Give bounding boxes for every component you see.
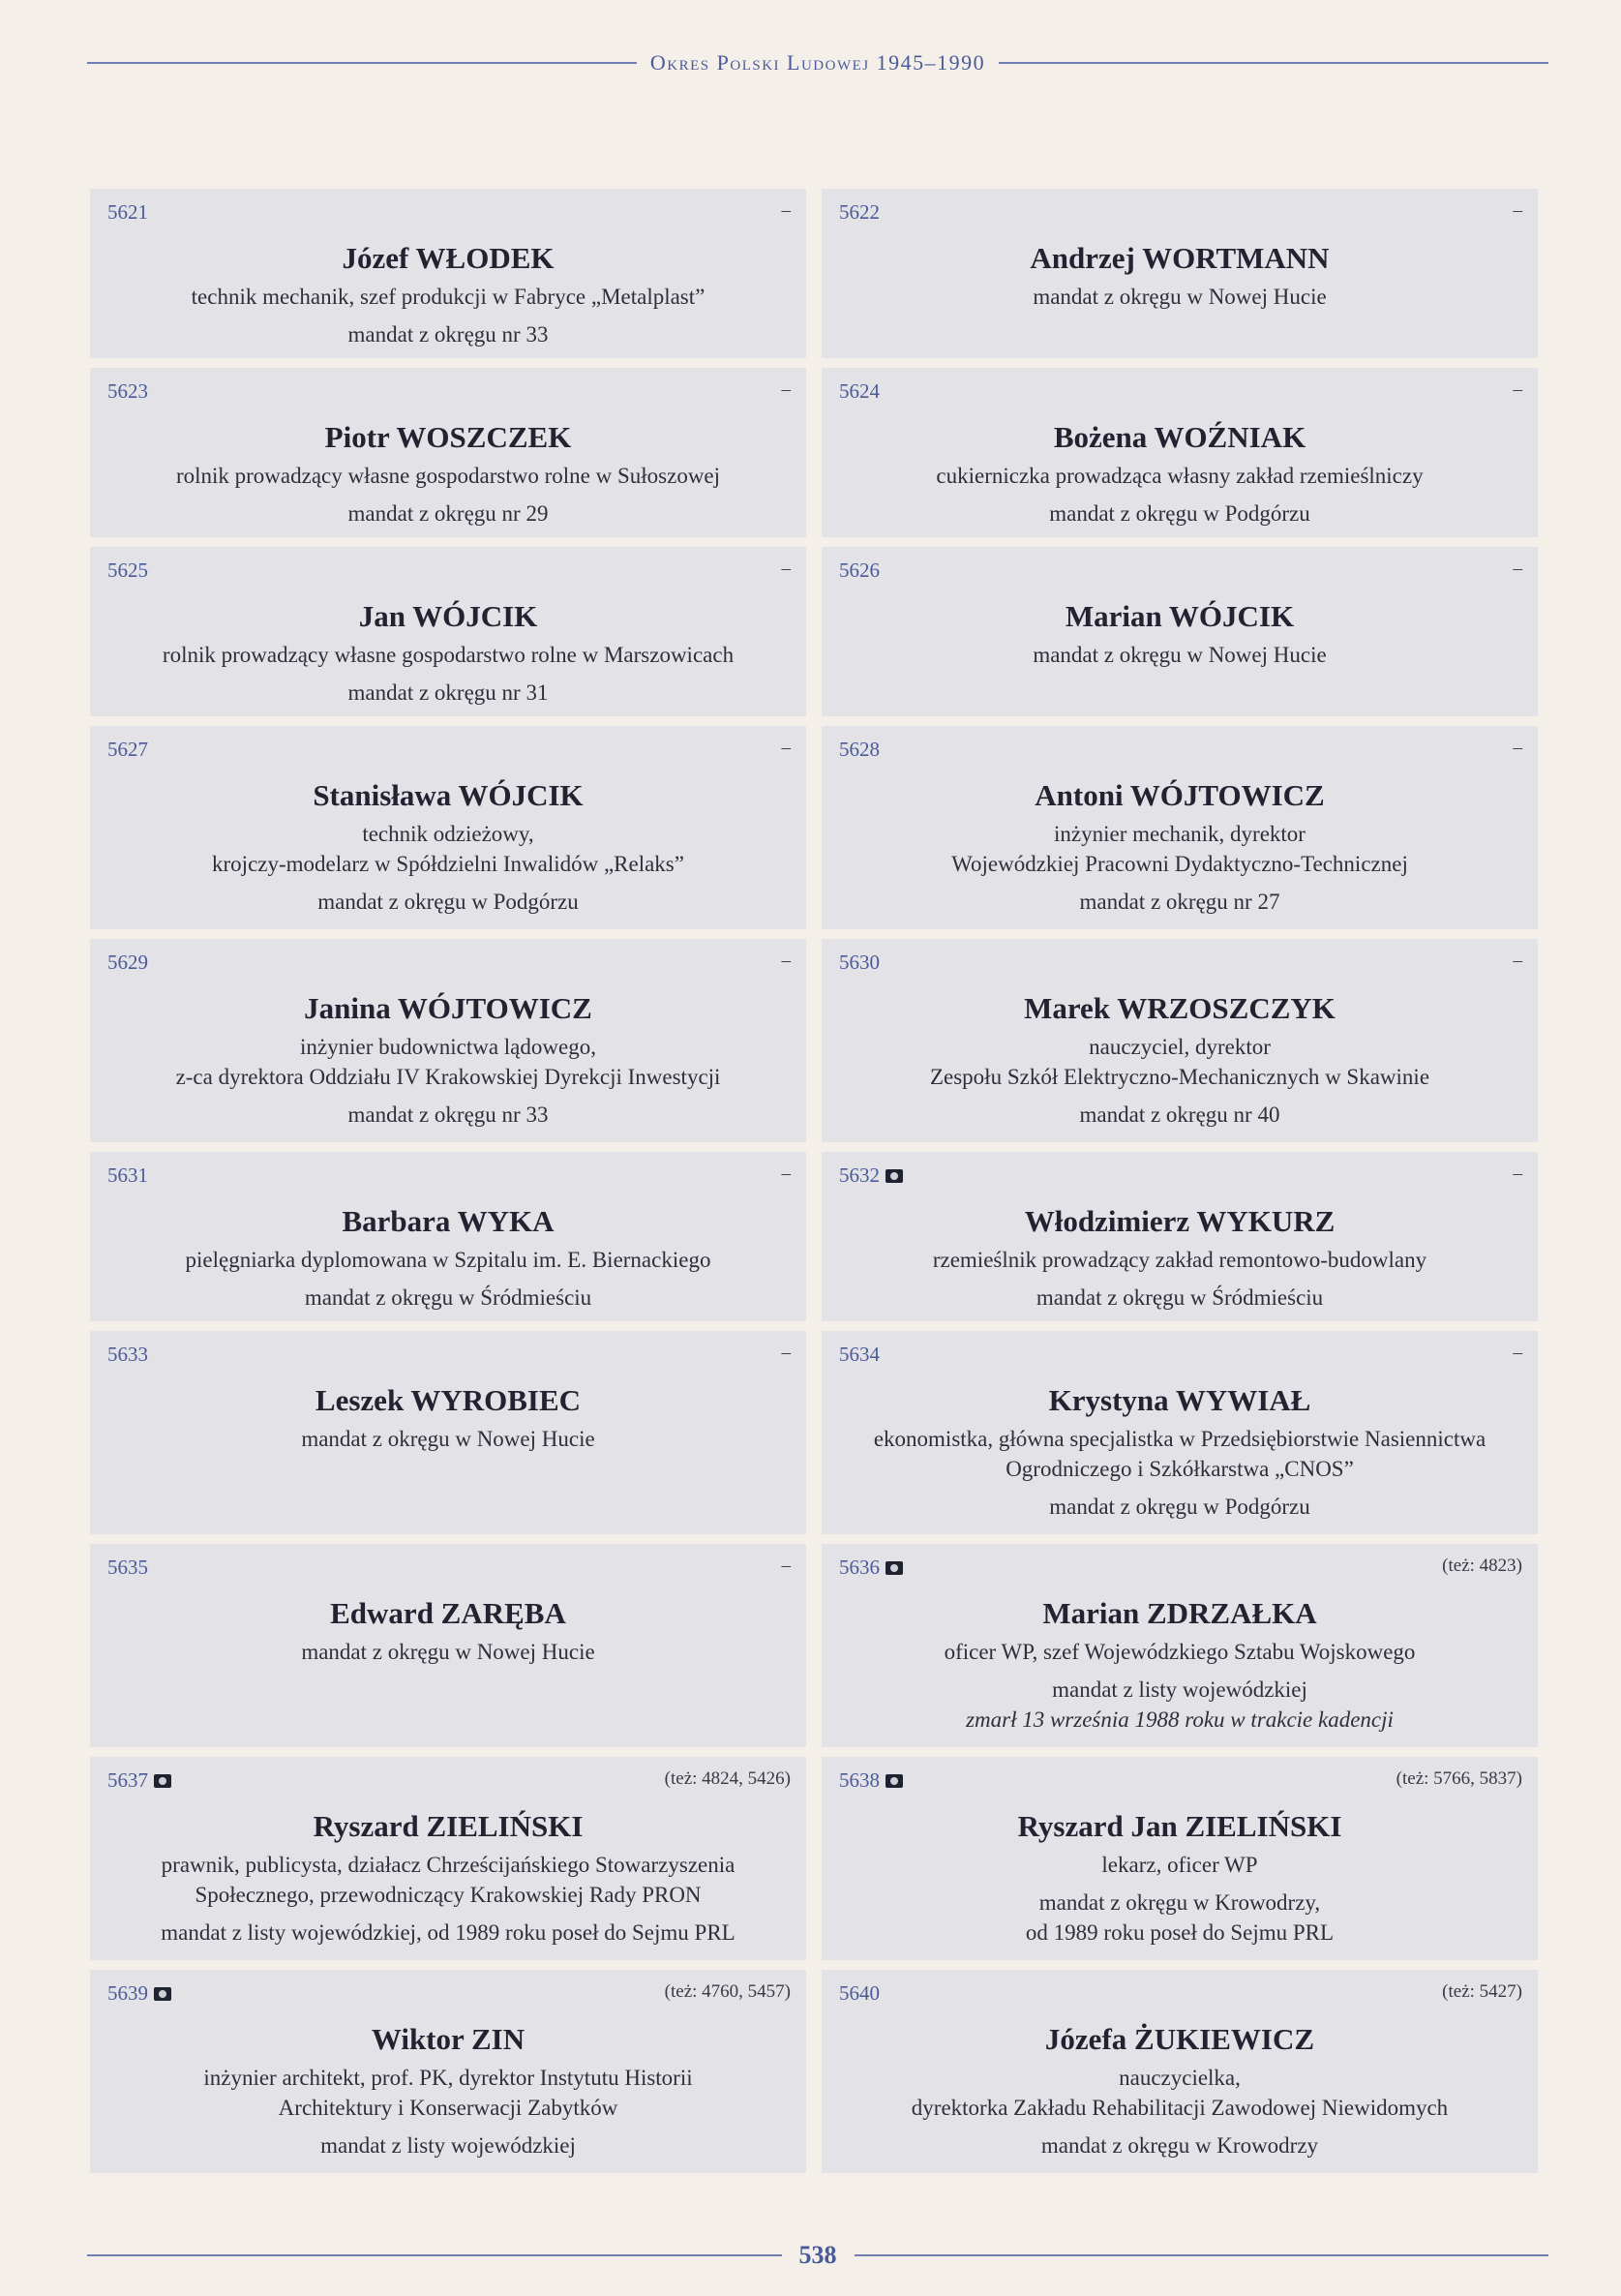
entry-number-text: 5622 <box>839 200 880 224</box>
entry-number <box>107 379 148 404</box>
mandate-line: mandat z okręgu w Śródmieściu <box>1036 1284 1324 1310</box>
cross-reference: – <box>781 379 791 400</box>
description-line: inżynier mechanik, dyrektor <box>1054 821 1306 846</box>
cross-reference: – <box>781 738 791 758</box>
description-line: cukierniczka prowadząca własny zakład rzemieślniczy <box>936 463 1424 488</box>
note-italic: zmarł 13 września 1988 roku w trakcie kadencji <box>966 1707 1394 1732</box>
cross-reference: (też: 4823) <box>1442 1556 1522 1576</box>
entry-number <box>839 1163 903 1188</box>
entry-body <box>104 1596 793 1667</box>
description-line: ekonomistka, główna specjalistka w Przedsiębiorstwie Nasiennictwa <box>873 1426 1486 1451</box>
description-line: oficer WP, szef Wojewódzkiego Sztabu Wojskowego <box>944 1639 1416 1664</box>
running-title: Okres Polski Ludowej 1945–1990 <box>649 50 986 75</box>
mandate-line: od 1989 roku poseł do Sejmu PRL <box>1025 1919 1335 1945</box>
mandate-block <box>104 678 793 708</box>
cross-reference: – <box>1513 1163 1522 1184</box>
mandate-line: mandat z okręgu nr 29 <box>347 500 549 526</box>
entry-body <box>835 599 1524 670</box>
entry-number <box>839 1768 903 1793</box>
cross-reference: – <box>1513 951 1522 971</box>
entry-body <box>835 1809 1524 1948</box>
entry-body <box>104 599 793 708</box>
description-line: rolnik prowadzący własne gospodarstwo rolne w Marszowicach <box>162 642 735 667</box>
camera-icon <box>154 1987 171 2001</box>
mandate-block <box>835 1283 1524 1313</box>
camera-icon <box>154 1774 171 1788</box>
description-line: Zespołu Szkół Elektryczno-Mechanicznych w Skawinie <box>929 1064 1430 1089</box>
mandate-block <box>104 1100 793 1130</box>
person-name: Krystyna WYWIAŁ <box>1048 1383 1311 1417</box>
mandate-line: mandat z okręgu w Podgórzu <box>317 889 579 914</box>
entry-body <box>835 1596 1524 1735</box>
mandate-line: mandat z listy wojewódzkiej <box>320 2132 576 2158</box>
description-line: rolnik prowadzący własne gospodarstwo rolne w Sułoszowej <box>175 463 721 488</box>
cross-reference: – <box>1513 1343 1522 1363</box>
description-line: rzemieślnik prowadzący zakład remontowo-budowlany <box>932 1247 1427 1272</box>
person-name: Antoni WÓJTOWICZ <box>1035 778 1325 812</box>
entry-body <box>104 1204 793 1313</box>
entry-number <box>839 1343 880 1367</box>
entry-number <box>107 1556 148 1580</box>
entry-number <box>107 738 148 762</box>
person-name: Józefa ŻUKIEWICZ <box>1044 2022 1315 2056</box>
entry-number <box>839 1556 903 1580</box>
mandate-line: mandat z okręgu w Podgórzu <box>1049 1494 1310 1519</box>
cross-reference: – <box>781 559 791 579</box>
entry-card <box>822 547 1538 716</box>
mandate-block <box>104 887 793 917</box>
entry-number-text: 5636 <box>839 1556 880 1579</box>
description-line: nauczycielka, <box>1119 2065 1241 2090</box>
description-line: technik mechanik, szef produkcji w Fabryce „Metalplast” <box>191 284 705 309</box>
cross-reference: – <box>781 200 791 221</box>
entry-number-text: 5634 <box>839 1343 880 1366</box>
description-line: technik odzieżowy, <box>362 821 534 846</box>
camera-icon <box>886 1169 903 1183</box>
entry-number-text: 5630 <box>839 951 880 974</box>
description-line: mandat z okręgu w Nowej Hucie <box>1033 284 1327 309</box>
cross-reference: – <box>781 951 791 971</box>
mandate-block <box>835 887 1524 917</box>
person-name: Marian WÓJCIK <box>1065 599 1295 633</box>
footer-rule-right <box>855 2254 1549 2256</box>
entry-card <box>90 1152 806 1321</box>
entry-card <box>90 189 806 358</box>
entry-card <box>822 368 1538 537</box>
description-line: pielęgniarka dyplomowana w Szpitalu im. E. Biernackiego <box>185 1247 711 1272</box>
entry-number-text: 5633 <box>107 1343 148 1366</box>
person-name: Jan WÓJCIK <box>358 599 538 633</box>
person-name: Stanisława WÓJCIK <box>313 778 584 812</box>
entry-card <box>822 189 1538 358</box>
mandate-block <box>104 319 793 349</box>
entry-card <box>90 368 806 537</box>
description-line: inżynier budownictwa lądowego, <box>300 1034 596 1059</box>
entry-card <box>90 547 806 716</box>
person-name: Józef WŁODEK <box>342 241 555 275</box>
entry-card <box>822 1757 1538 1960</box>
mandate-block <box>104 1283 793 1313</box>
person-name: Barbara WYKA <box>342 1204 555 1238</box>
entry-card <box>822 939 1538 1142</box>
header-rule-left <box>87 62 637 64</box>
entry-card <box>822 1544 1538 1747</box>
cross-reference: – <box>781 1163 791 1184</box>
entry-number <box>107 1343 148 1367</box>
cross-reference: (też: 4760, 5457) <box>664 1981 791 2002</box>
camera-icon <box>886 1561 903 1575</box>
cross-reference: – <box>1513 559 1522 579</box>
mandate-line: mandat z okręgu nr 33 <box>347 1102 549 1127</box>
entry-number-text: 5638 <box>839 1768 880 1792</box>
entry-number <box>107 951 148 975</box>
cross-reference: (też: 4824, 5426) <box>664 1768 791 1789</box>
entry-number-text: 5623 <box>107 379 148 403</box>
header-rule-right <box>999 62 1548 64</box>
entry-card <box>822 1970 1538 2173</box>
entry-number <box>839 951 880 975</box>
page-header <box>87 48 1548 77</box>
person-name: Andrzej WORTMANN <box>1030 241 1330 275</box>
entry-card <box>90 726 806 929</box>
person-name: Marian ZDRZAŁKA <box>1042 1596 1317 1630</box>
mandate-block <box>104 1918 793 1948</box>
cross-reference: – <box>1513 738 1522 758</box>
entry-number-text: 5632 <box>839 1163 880 1187</box>
description-line: krojczy-modelarz w Spółdzielni Inwalidów „Relaks” <box>212 851 684 876</box>
entry-body <box>104 241 793 349</box>
person-name: Piotr WOSZCZEK <box>324 420 572 454</box>
entry-card <box>90 1757 806 1960</box>
entry-number-text: 5625 <box>107 559 148 582</box>
cross-reference: – <box>781 1556 791 1576</box>
entry-number <box>107 1163 148 1188</box>
description-line: Architektury i Konserwacji Zabytków <box>278 2095 618 2120</box>
entry-number-text: 5637 <box>107 1768 148 1792</box>
mandate-line: mandat z okręgu nr 40 <box>1079 1102 1280 1127</box>
cross-reference: – <box>1513 200 1522 221</box>
description-line: mandat z okręgu w Nowej Hucie <box>1033 642 1327 667</box>
description-line: inżynier architekt, prof. PK, dyrektor Instytutu Historii <box>203 2065 693 2090</box>
description-line: nauczyciel, dyrektor <box>1089 1034 1271 1059</box>
camera-icon <box>886 1774 903 1788</box>
entry-card <box>822 1152 1538 1321</box>
entry-body <box>104 2022 793 2160</box>
page-number: 538 <box>798 2241 837 2269</box>
entry-number <box>107 200 148 225</box>
person-name: Janina WÓJTOWICZ <box>304 991 592 1025</box>
entry-number <box>107 1981 171 2006</box>
entry-body <box>104 1809 793 1948</box>
description-line: z-ca dyrektora Oddziału IV Krakowskiej Dyrekcji Inwestycji <box>175 1064 721 1089</box>
cross-reference: (też: 5766, 5837) <box>1396 1768 1522 1789</box>
mandate-line: mandat z okręgu nr 33 <box>347 321 549 347</box>
person-name: Marek WRZOSZCZYK <box>1024 991 1336 1025</box>
entry-number-text: 5639 <box>107 1981 148 2005</box>
entry-card <box>90 1331 806 1534</box>
entry-body <box>104 991 793 1130</box>
footer-rule-left <box>87 2254 782 2256</box>
entry-number <box>839 379 880 404</box>
entry-number <box>839 200 880 225</box>
mandate-line: mandat z okręgu nr 31 <box>347 680 549 705</box>
description-line: Wojewódzkiej Pracowni Dydaktyczno-Technicznej <box>951 851 1408 876</box>
mandate-line: mandat z okręgu w Krowodrzy <box>1040 2132 1319 2158</box>
description-line: mandat z okręgu w Nowej Hucie <box>301 1426 595 1451</box>
mandate-line: mandat z listy wojewódzkiej, od 1989 roku poseł do Sejmu PRL <box>161 1919 735 1945</box>
person-name: Wiktor ZIN <box>371 2022 525 2056</box>
entry-number-text: 5631 <box>107 1163 148 1187</box>
person-name: Włodzimierz WYKURZ <box>1024 1204 1336 1238</box>
entry-card <box>822 726 1538 929</box>
entry-number-text: 5628 <box>839 738 880 761</box>
entry-body <box>104 420 793 529</box>
person-name: Bożena WOŹNIAK <box>1053 420 1306 454</box>
entry-number <box>839 1981 880 2006</box>
entry-number-text: 5629 <box>107 951 148 974</box>
person-name: Ryszard Jan ZIELIŃSKI <box>1017 1809 1342 1843</box>
cross-reference: – <box>781 1343 791 1363</box>
description-line: Ogrodniczego i Szkółkarstwa „CNOS” <box>1006 1456 1354 1481</box>
entry-body <box>835 991 1524 1130</box>
description-line: lekarz, oficer WP <box>1101 1852 1258 1877</box>
entry-body <box>104 778 793 917</box>
entry-number <box>839 559 880 583</box>
page-footer <box>87 2236 1548 2275</box>
mandate-block <box>835 1888 1524 1948</box>
description-line: dyrektorka Zakładu Rehabilitacji Zawodowej Niewidomych <box>911 2095 1449 2120</box>
cross-reference: (też: 5427) <box>1442 1981 1522 2002</box>
mandate-block <box>835 2130 1524 2160</box>
entry-number <box>107 559 148 583</box>
mandate-line: mandat z okręgu w Krowodrzy, <box>1038 1889 1321 1915</box>
mandate-block <box>835 1492 1524 1522</box>
person-name: Ryszard ZIELIŃSKI <box>313 1809 584 1843</box>
entry-number <box>107 1768 171 1793</box>
entry-body <box>835 2022 1524 2160</box>
entry-number-text: 5627 <box>107 738 148 761</box>
description-line: prawnik, publicysta, działacz Chrześcijańskiego Stowarzyszenia <box>161 1852 735 1877</box>
entry-body <box>835 1383 1524 1522</box>
person-name: Edward ZARĘBA <box>330 1596 566 1630</box>
entry-number <box>839 738 880 762</box>
entry-body <box>835 241 1524 312</box>
entry-body <box>104 1383 793 1454</box>
entry-number-text: 5624 <box>839 379 880 403</box>
mandate-line: mandat z okręgu w Śródmieściu <box>304 1284 592 1310</box>
entry-card <box>90 1970 806 2173</box>
mandate-line: mandat z okręgu nr 27 <box>1079 889 1280 914</box>
entry-number-text: 5635 <box>107 1556 148 1579</box>
person-name: Leszek WYROBIEC <box>315 1383 582 1417</box>
entries-grid <box>90 189 1546 2173</box>
mandate-block <box>835 1100 1524 1130</box>
description-line: mandat z okręgu w Nowej Hucie <box>301 1639 595 1664</box>
entry-number-text: 5626 <box>839 559 880 582</box>
mandate-block <box>104 2130 793 2160</box>
description-line: Społecznego, przewodniczący Krakowskiej Rady PRON <box>195 1882 702 1907</box>
mandate-block <box>835 498 1524 529</box>
entry-body <box>835 778 1524 917</box>
cross-reference: – <box>1513 379 1522 400</box>
entry-body <box>835 420 1524 529</box>
entry-number-text: 5640 <box>839 1981 880 2005</box>
entry-card <box>90 939 806 1142</box>
entry-card <box>822 1331 1538 1534</box>
entry-card <box>90 1544 806 1747</box>
mandate-block <box>104 498 793 529</box>
mandate-block <box>835 1675 1524 1705</box>
mandate-line: mandat z okręgu w Podgórzu <box>1049 500 1310 526</box>
entry-number-text: 5621 <box>107 200 148 224</box>
entry-body <box>835 1204 1524 1313</box>
mandate-line: mandat z listy wojewódzkiej <box>1052 1677 1307 1702</box>
